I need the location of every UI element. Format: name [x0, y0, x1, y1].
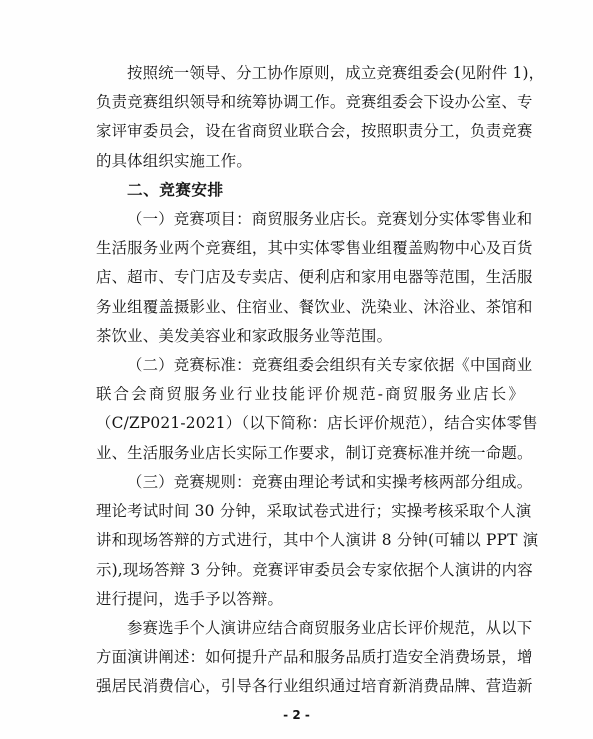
competition-project-paragraph — [96, 205, 533, 351]
text-line: 茶饮业、美发美容业和家政服务业等范围。 — [96, 326, 393, 345]
section-heading: 二、竞赛安排 — [127, 181, 224, 199]
intro-paragraph — [96, 59, 545, 176]
text-line: 讲和现场答辩的方式进行，其中个人演讲 8 分钟(可辅以 PPT 演 — [96, 531, 539, 550]
text-line: 的具体组织实施工作。 — [96, 151, 252, 170]
competition-standard-paragraph — [96, 351, 538, 468]
text-line: （一）竞赛项目：商贸服务业店长。竞赛划分实体零售业和 — [127, 210, 533, 228]
contestant-speech-paragraph — [96, 614, 533, 702]
text-line: 联合会商贸服务业行业技能评价规范-商贸服务业店长》 — [96, 385, 524, 404]
text-line: 强居民消费信心，引导各行业组织通过培育新消费品牌、营造新 — [96, 677, 533, 696]
text-line: 负责竞赛组织领导和统筹协调工作。竞赛组委会下设办公室、专 — [96, 93, 533, 112]
text-line: （二）竞赛标准：竞赛组委会组织有关专家依据《中国商业 — [127, 356, 533, 374]
text-line: 进行提问，选手予以答辩。 — [96, 589, 284, 608]
text-line: 方面演讲阐述：如何提升产品和服务品质打造安全消费场景，增 — [96, 648, 533, 667]
page-number: - 2 - — [283, 708, 310, 722]
text-line: 业、生活服务业店长实际工作要求，制订竞赛标准并统一命题。 — [96, 443, 533, 462]
text-line: 示),现场答辩 3 分钟。竞赛评审委员会专家依据个人演讲的内容 — [96, 560, 533, 579]
text-line: （三）竞赛规则：竞赛由理论考试和实操考核两部分组成。 — [127, 473, 533, 491]
text-line: 店、超市、专门店及专卖店、便利店和家用电器等范围，生活服 — [96, 268, 533, 287]
text-line: 参赛选手个人演讲应结合商贸服务业店长评价规范，从以下 — [127, 619, 533, 637]
text-line: （C/ZP021-2021）（以下简称：店长评价规范），结合实体零售 — [96, 414, 538, 433]
competition-rules-paragraph — [96, 468, 539, 614]
text-line: 务业组覆盖摄影业、住宿业、餐饮业、洗染业、沐浴业、茶馆和 — [96, 297, 533, 316]
text-line: 按照统一领导、分工协作原则，成立竞赛组委会(见附件 1)， — [127, 64, 545, 82]
text-line: 理论考试时间 30 分钟，采取试卷式进行；实操考核采取个人演 — [96, 502, 532, 521]
text-line: 家评审委员会，设在省商贸业联合会，按照职责分工，负责竞赛 — [96, 122, 533, 141]
text-line: 生活服务业两个竞赛组，其中实体零售业组覆盖购物中心及百货 — [96, 239, 533, 258]
